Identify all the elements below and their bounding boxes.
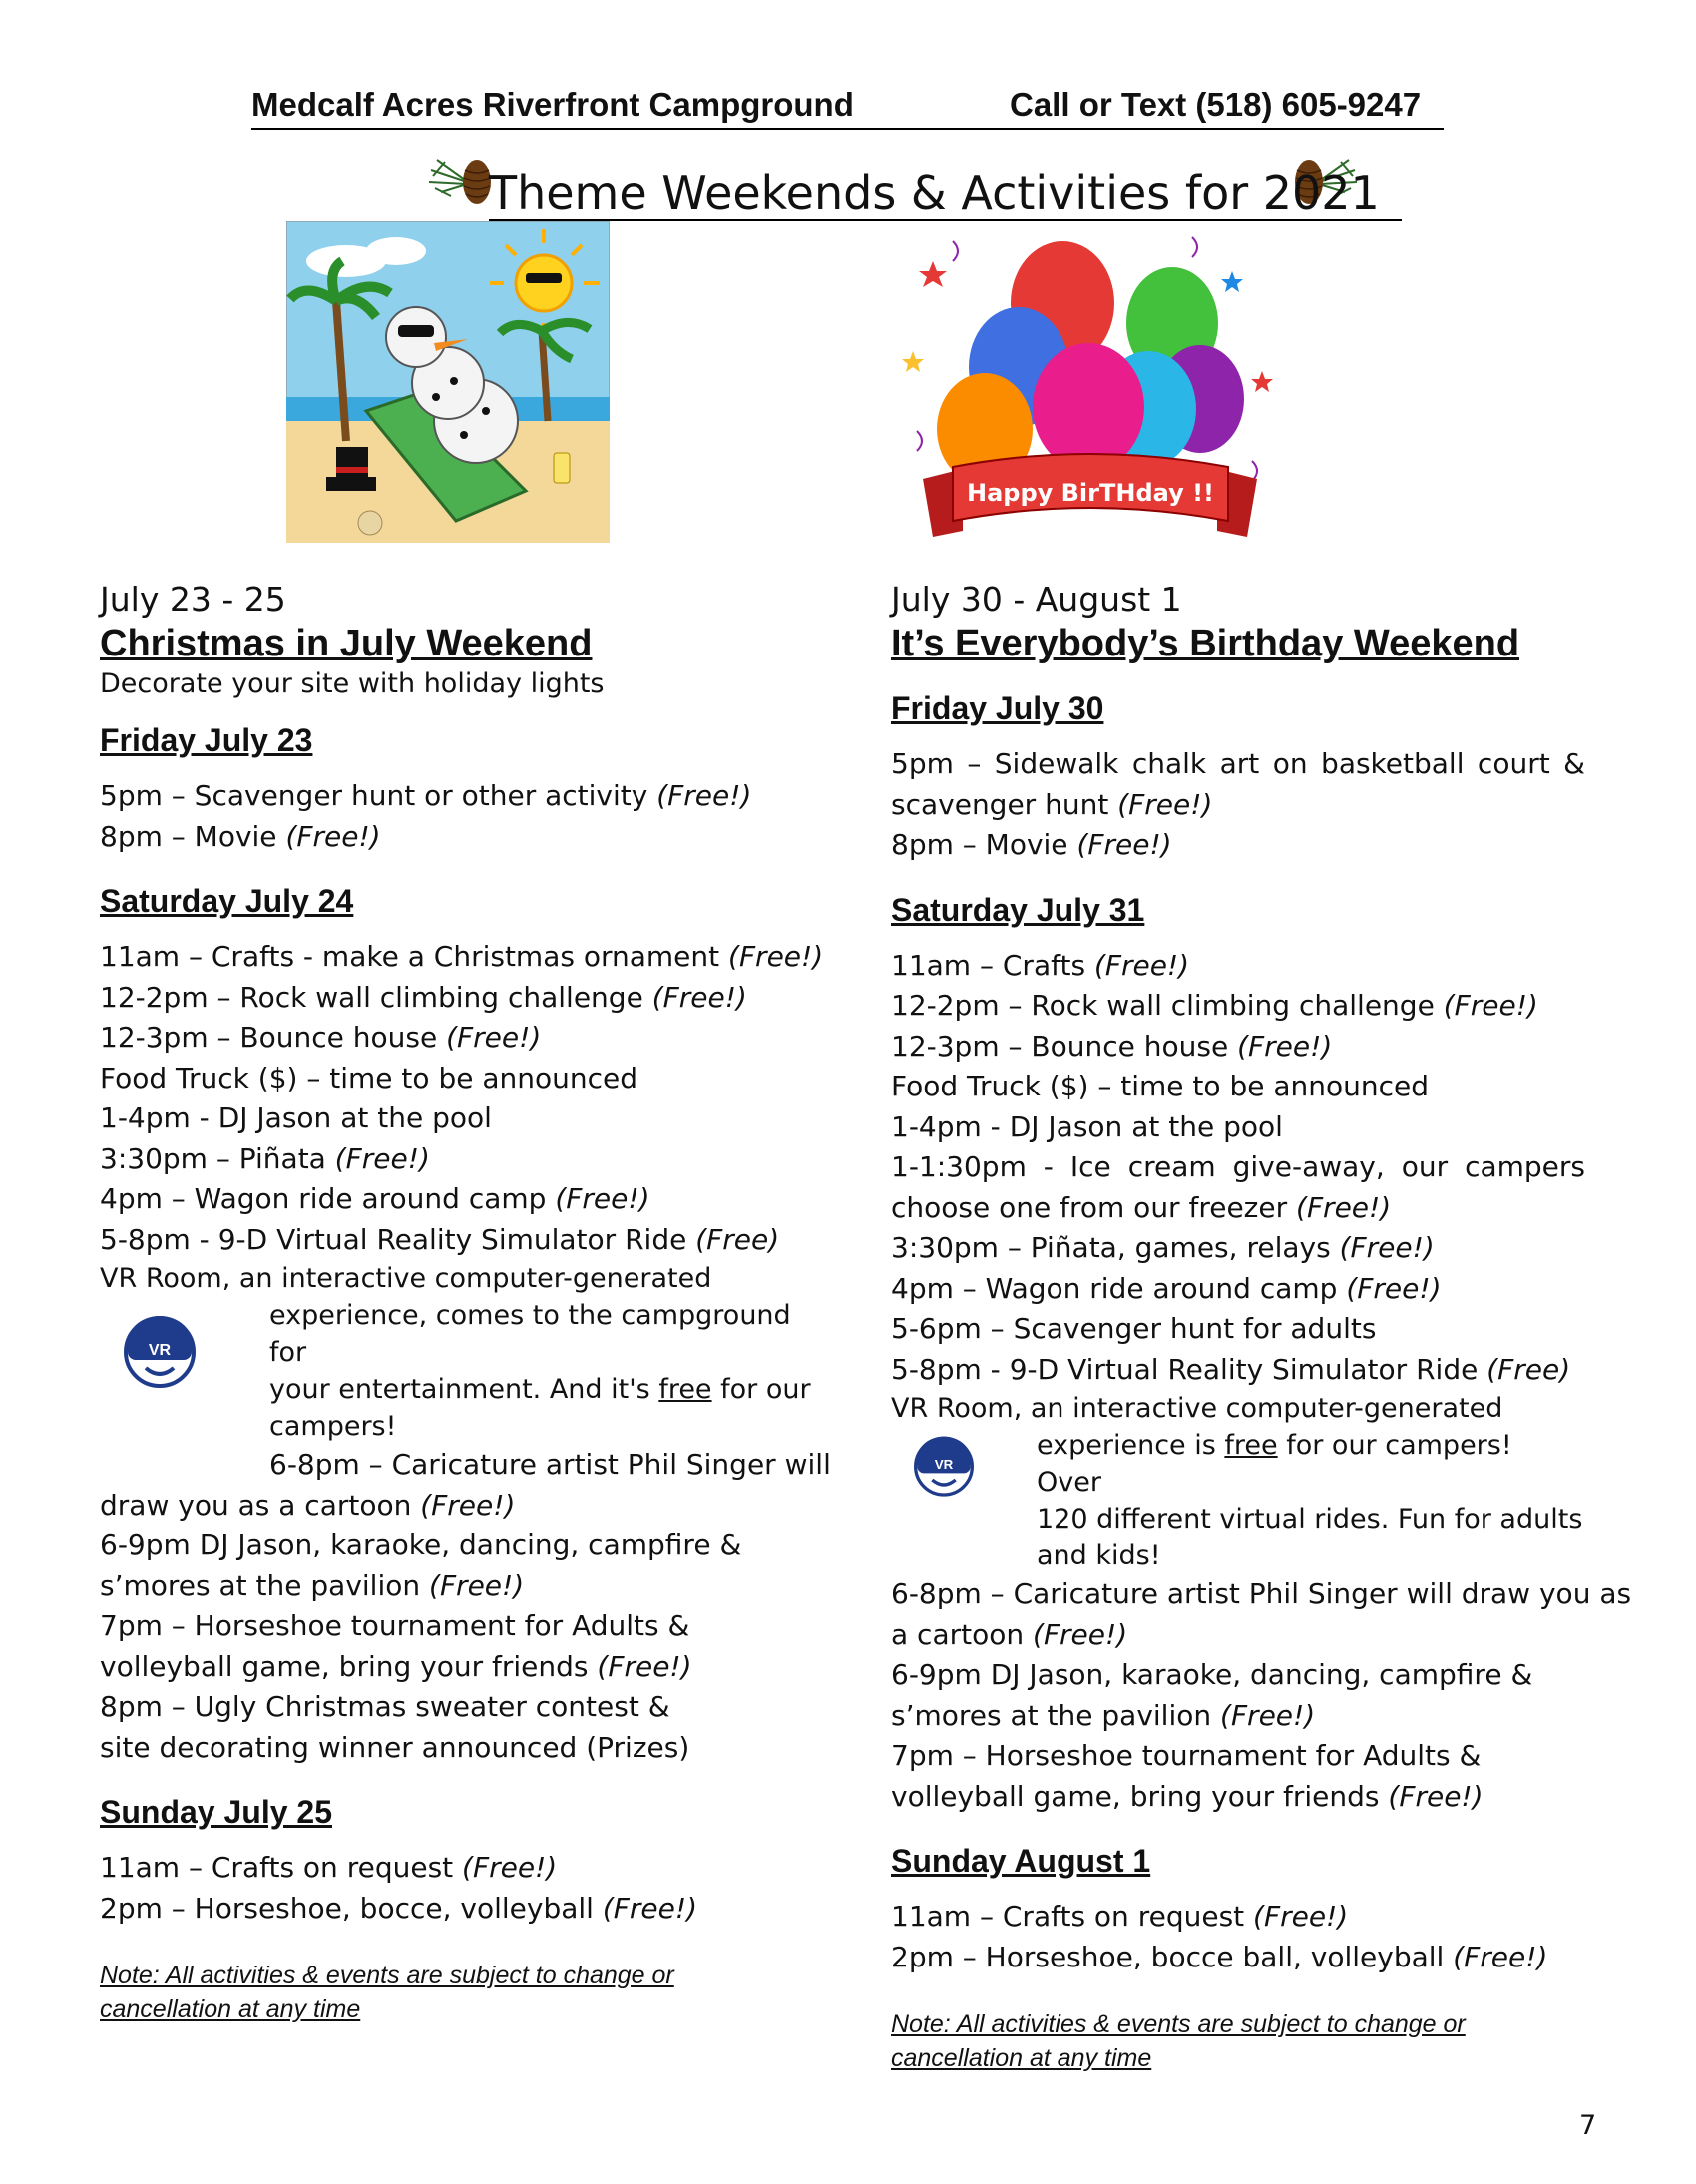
event-detail bbox=[1211, 1699, 1220, 1732]
event-item bbox=[891, 1574, 1632, 1615]
event-item bbox=[100, 1647, 828, 1688]
event-time: 6-8pm – bbox=[269, 1448, 392, 1481]
event-price: (Free!) bbox=[656, 779, 752, 812]
event-item bbox=[891, 1350, 1585, 1391]
event-detail: – time to be announced bbox=[297, 1061, 638, 1094]
event-item bbox=[891, 1107, 1585, 1148]
event-name: Crafts on request bbox=[1002, 1900, 1245, 1933]
event-price: (Free) bbox=[695, 1222, 780, 1256]
vr-intro: VR Room, an interactive computer-generated bbox=[100, 1263, 712, 1294]
event-detail bbox=[643, 981, 652, 1014]
day-heading-sunday: Sunday August 1 bbox=[891, 1843, 1151, 1879]
event-detail bbox=[1085, 949, 1094, 982]
event-price: (Free!) bbox=[1339, 1231, 1435, 1264]
event-item bbox=[891, 1736, 1585, 1777]
event-name: s’mores at the pavilion bbox=[100, 1568, 421, 1602]
event-price: (Free!) bbox=[602, 1891, 698, 1925]
event-item bbox=[891, 1655, 1585, 1696]
event-name: Bounce house bbox=[1031, 1029, 1229, 1063]
weekend-subtitle: Decorate your site with holiday lights bbox=[100, 668, 605, 699]
event-price: (Free!) bbox=[462, 1851, 558, 1884]
event-time: 8pm bbox=[100, 1690, 172, 1723]
event-item bbox=[100, 1486, 828, 1527]
event-item bbox=[891, 1027, 1585, 1068]
vr-line: and kids! bbox=[1037, 1540, 1161, 1571]
event-time: 5pm – bbox=[100, 779, 195, 812]
birthday-banner-text: Happy BirTHday !! bbox=[967, 479, 1214, 507]
event-price: (Free!) bbox=[1237, 1029, 1333, 1063]
event-detail: around camp bbox=[352, 1182, 556, 1215]
event-price: (Free!) bbox=[1117, 787, 1213, 821]
event-time: 6-9pm bbox=[891, 1658, 991, 1691]
event-item bbox=[100, 1526, 828, 1566]
event-name: DJ Jason, karaoke, dancing, campfire & bbox=[199, 1529, 742, 1561]
event-detail bbox=[647, 779, 656, 812]
vr-headset-icon bbox=[118, 1308, 202, 1392]
event-time: 4pm – bbox=[891, 1271, 986, 1305]
day-heading-sunday: Sunday July 25 bbox=[100, 1794, 332, 1830]
event-name: Scavenger hunt or other activity bbox=[194, 779, 648, 812]
event-price: (Free!) bbox=[728, 940, 824, 973]
event-name: volleyball game, bbox=[100, 1649, 330, 1683]
event-name: Wagon ride bbox=[194, 1182, 353, 1215]
event-detail: around camp bbox=[1143, 1271, 1347, 1305]
page-title: Theme Weekends & Activities for 2021 bbox=[489, 166, 1402, 221]
campground-name: Medcalf Acres Riverfront Campground bbox=[251, 86, 854, 123]
event-price: (Free!) bbox=[420, 1488, 516, 1522]
event-time: 5pm – bbox=[891, 747, 995, 780]
event-list bbox=[100, 937, 828, 1260]
event-name: Crafts bbox=[1002, 948, 1086, 982]
event-item bbox=[100, 776, 828, 817]
event-name: site decorating winner announced bbox=[100, 1730, 578, 1764]
event-name: Horseshoe, bocce, volleyball bbox=[194, 1891, 594, 1925]
vr-description bbox=[891, 1390, 1585, 1574]
event-price: (Free!) bbox=[1076, 828, 1172, 861]
event-price: (Free!) bbox=[1296, 1190, 1392, 1224]
event-time: 11am – bbox=[891, 948, 1003, 982]
event-name: Crafts on request bbox=[211, 1851, 454, 1884]
weekend-name: It’s Everybody’s Birthday Weekend bbox=[891, 623, 1520, 664]
event-time: 2pm – bbox=[100, 1891, 195, 1925]
event-item bbox=[100, 1445, 831, 1486]
event-price: (Free) bbox=[1486, 1352, 1571, 1386]
event-detail bbox=[453, 1851, 462, 1884]
event-time: 3:30pm – bbox=[100, 1141, 239, 1175]
event-price: (Free!) bbox=[1220, 1698, 1316, 1732]
event-time: 2pm – bbox=[891, 1940, 986, 1973]
vr-line: 120 different virtual rides. Fun for adults bbox=[1037, 1504, 1583, 1534]
event-detail: , bring your friends bbox=[1111, 1779, 1389, 1813]
event-item bbox=[891, 744, 1585, 825]
event-time: 5-8pm - bbox=[100, 1222, 218, 1256]
event-name: Piñata, games, relays bbox=[1030, 1231, 1331, 1264]
event-name: s’mores at the pavilion bbox=[891, 1698, 1212, 1732]
event-price: (Free!) bbox=[1388, 1779, 1484, 1813]
event-item bbox=[100, 1606, 828, 1647]
day-heading-friday: Friday July 30 bbox=[891, 690, 1104, 726]
vr-line: campers! bbox=[269, 1411, 397, 1442]
event-item bbox=[891, 946, 1585, 987]
event-name: Movie bbox=[194, 819, 277, 853]
event-time: 6-8pm – bbox=[891, 1577, 1014, 1610]
event-name: DJ Jason at the pool bbox=[1009, 1109, 1283, 1143]
event-name: Horseshoe, bocce ball, volleyball bbox=[985, 1940, 1445, 1973]
vr-intro: VR Room, an interactive computer-generated bbox=[891, 1393, 1503, 1424]
event-time: 4pm – bbox=[100, 1182, 195, 1215]
event-name: volleyball game bbox=[891, 1779, 1112, 1813]
event-time: 7pm – bbox=[100, 1609, 195, 1642]
event-name: Ice cream give-away, our campers choose one from our freezer bbox=[891, 1150, 1586, 1224]
snowman-beach-image bbox=[286, 221, 610, 543]
event-detail: will draw you as bbox=[1397, 1577, 1632, 1610]
disclaimer-note: Note: All activities & events are subject to change or cancellation at any time bbox=[100, 1962, 674, 2023]
event-price: (Free!) bbox=[555, 1182, 650, 1215]
event-item bbox=[891, 1147, 1585, 1228]
event-list bbox=[891, 744, 1585, 866]
event-item bbox=[891, 1228, 1585, 1269]
event-price: (Free!) bbox=[1253, 1900, 1349, 1933]
day-heading-saturday: Saturday July 24 bbox=[100, 883, 354, 919]
event-name: 9-D Virtual Reality Simulator Ride bbox=[1009, 1352, 1479, 1386]
event-name: – Ugly Christmas sweater contest & bbox=[171, 1690, 670, 1723]
event-item bbox=[891, 1269, 1585, 1310]
day-heading-saturday: Saturday July 31 bbox=[891, 891, 1145, 928]
event-time: 6-9pm bbox=[100, 1529, 200, 1561]
event-detail: – time to be announced bbox=[1088, 1070, 1430, 1102]
event-list bbox=[891, 1574, 1632, 1817]
event-item bbox=[100, 978, 828, 1019]
event-name: Scavenger hunt for adults bbox=[1013, 1312, 1377, 1345]
page-number: 7 bbox=[1579, 2110, 1597, 2141]
event-time: 12-3pm – bbox=[891, 1029, 1032, 1063]
event-name: Wagon ride bbox=[985, 1271, 1144, 1305]
event-detail bbox=[437, 1021, 446, 1054]
event-time: 7pm – bbox=[891, 1739, 986, 1772]
event-item bbox=[100, 1179, 828, 1220]
event-item bbox=[891, 1938, 1585, 1978]
event-price: (Free!) bbox=[1093, 948, 1190, 982]
event-price: (Free!) bbox=[285, 819, 381, 853]
event-detail bbox=[686, 1223, 695, 1256]
event-name: 9-D Virtual Reality Simulator Ride bbox=[217, 1222, 687, 1256]
event-price: (Free!) bbox=[429, 1568, 525, 1602]
event-time: 5-6pm – bbox=[891, 1312, 1014, 1345]
event-item bbox=[891, 1067, 1585, 1107]
event-detail bbox=[1228, 1030, 1237, 1063]
event-detail bbox=[326, 1142, 335, 1175]
event-name: Rock wall climbing challenge bbox=[1031, 989, 1435, 1022]
event-price: (Free!) bbox=[1443, 989, 1538, 1022]
event-list bbox=[100, 1848, 828, 1929]
vr-headset-icon bbox=[909, 1430, 979, 1500]
event-name: Food Truck ($) bbox=[100, 1061, 298, 1094]
event-detail bbox=[1435, 989, 1444, 1022]
event-item bbox=[100, 1059, 828, 1099]
event-name: Horseshoe tournament for Adults & bbox=[194, 1609, 690, 1642]
event-item bbox=[100, 1687, 828, 1728]
event-time: 11am – bbox=[891, 1900, 1003, 1933]
event-item bbox=[891, 1777, 1585, 1818]
event-detail: a cartoon bbox=[891, 1617, 1034, 1651]
event-name: Bounce house bbox=[239, 1021, 438, 1054]
event-name: Piñata bbox=[238, 1141, 326, 1175]
event-price: (Free!) bbox=[334, 1141, 430, 1175]
event-detail bbox=[594, 1892, 603, 1925]
svg-text:VR: VR bbox=[934, 1457, 954, 1473]
left-column bbox=[100, 579, 831, 2026]
event-item bbox=[891, 986, 1585, 1027]
event-time: 8pm – bbox=[100, 819, 195, 853]
event-item bbox=[891, 825, 1585, 866]
event-list bbox=[891, 946, 1585, 1391]
weekend-name: Christmas in July Weekend bbox=[100, 623, 593, 664]
event-item bbox=[100, 1566, 828, 1607]
event-detail: bring your friends bbox=[329, 1649, 598, 1683]
event-detail bbox=[1478, 1353, 1486, 1386]
birthday-balloons-image bbox=[893, 231, 1287, 549]
event-item bbox=[891, 1309, 1585, 1350]
event-detail: draw you as a cartoon bbox=[100, 1488, 421, 1522]
event-name: Caricature artist Phil Singer bbox=[1013, 1577, 1398, 1610]
right-column bbox=[891, 579, 1632, 2075]
svg-text:VR: VR bbox=[148, 1342, 172, 1359]
event-item bbox=[100, 1098, 828, 1139]
free-text: free bbox=[658, 1374, 712, 1405]
event-detail bbox=[1287, 1191, 1296, 1224]
day-heading-friday: Friday July 23 bbox=[100, 722, 313, 758]
disclaimer-note: Note: All activities & events are subject to change or cancellation at any time bbox=[891, 2010, 1466, 2072]
vr-line: your entertainment. And it's free for our bbox=[269, 1374, 811, 1405]
event-name: Movie bbox=[985, 828, 1068, 861]
vr-description bbox=[100, 1260, 828, 1445]
free-text: free bbox=[1224, 1430, 1278, 1461]
event-time: 8pm – bbox=[891, 828, 986, 861]
event-item bbox=[100, 937, 828, 978]
page-header bbox=[251, 82, 1444, 130]
event-name: Food Truck ($) bbox=[891, 1070, 1089, 1102]
event-item bbox=[100, 1889, 828, 1930]
event-time: 11am – bbox=[100, 1851, 212, 1884]
phone-number: Call or Text (518) 605-9247 bbox=[1010, 86, 1422, 123]
event-time: 11am – bbox=[100, 940, 212, 973]
event-item bbox=[100, 1018, 828, 1059]
event-detail: (Prizes) bbox=[577, 1730, 690, 1764]
event-detail: will bbox=[775, 1448, 831, 1481]
vr-line: experience is free for our campers! Over bbox=[1037, 1430, 1512, 1498]
event-item bbox=[891, 1897, 1585, 1938]
event-detail bbox=[1331, 1231, 1340, 1264]
event-name: Sidewalk chalk art on basketball court & scavenger hunt bbox=[891, 747, 1585, 821]
event-name: DJ Jason at the pool bbox=[217, 1101, 492, 1134]
event-time: 12-2pm – bbox=[891, 989, 1032, 1022]
event-name: Horseshoe tournament for Adults & bbox=[985, 1739, 1482, 1772]
event-detail bbox=[1108, 788, 1117, 821]
event-name: Rock wall climbing challenge bbox=[239, 980, 643, 1014]
event-item bbox=[100, 1848, 828, 1889]
weekend-date: July 23 - 25 bbox=[100, 580, 286, 619]
event-name: Caricature artist Phil Singer bbox=[391, 1448, 776, 1481]
event-item bbox=[891, 1615, 1585, 1656]
event-time: 1-1:30pm - bbox=[891, 1150, 1070, 1183]
event-detail bbox=[1244, 1900, 1253, 1933]
event-item bbox=[100, 817, 828, 858]
event-item bbox=[891, 1696, 1585, 1737]
event-time: 12-2pm – bbox=[100, 980, 240, 1014]
event-price: (Free!) bbox=[597, 1649, 692, 1683]
event-price: (Free!) bbox=[1453, 1940, 1548, 1973]
event-list bbox=[891, 1897, 1585, 1977]
event-item bbox=[100, 1139, 828, 1180]
event-item bbox=[100, 1220, 828, 1261]
event-time: 1-4pm - bbox=[100, 1101, 218, 1134]
event-detail bbox=[1444, 1941, 1453, 1973]
weekend-date: July 30 - August 1 bbox=[891, 580, 1182, 619]
event-detail: - make a Christmas ornament bbox=[294, 940, 729, 973]
event-time: 3:30pm – bbox=[891, 1231, 1031, 1264]
event-time: 12-3pm – bbox=[100, 1021, 240, 1054]
event-detail bbox=[420, 1569, 429, 1602]
vr-line: experience, comes to the campground for bbox=[269, 1300, 791, 1368]
event-name: Crafts bbox=[211, 940, 295, 973]
event-item bbox=[100, 1728, 828, 1769]
event-time: 1-4pm - bbox=[891, 1109, 1010, 1143]
event-price: (Free!) bbox=[1346, 1271, 1442, 1305]
event-list bbox=[100, 776, 828, 857]
event-list bbox=[100, 1445, 831, 1768]
event-price: (Free!) bbox=[1033, 1617, 1128, 1651]
event-price: (Free!) bbox=[446, 1021, 542, 1054]
event-name: DJ Jason, karaoke, dancing, campfire & bbox=[990, 1658, 1533, 1691]
event-price: (Free!) bbox=[651, 980, 747, 1014]
event-time: 5-8pm - bbox=[891, 1352, 1010, 1386]
